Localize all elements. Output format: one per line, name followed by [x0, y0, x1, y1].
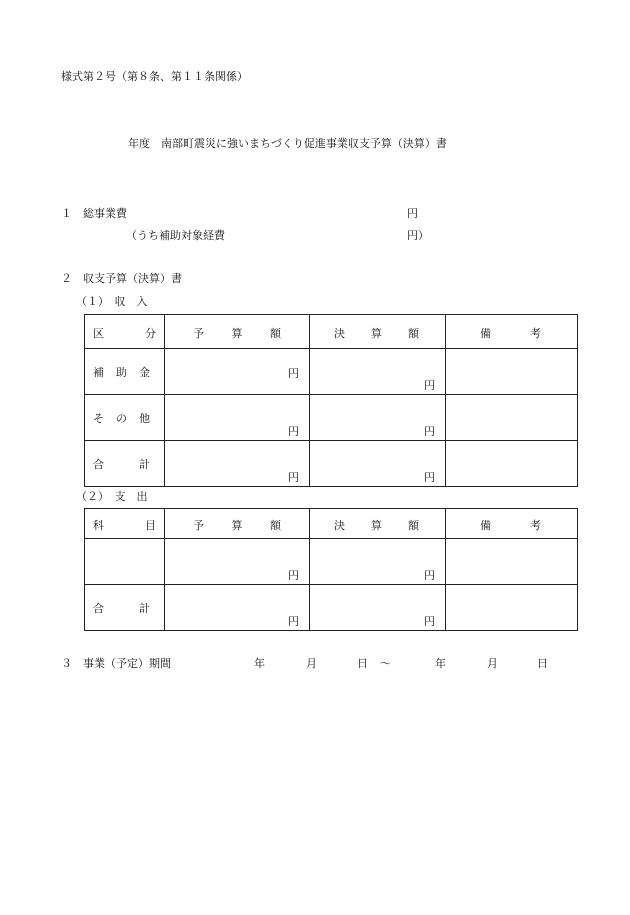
hdr-char: 備 — [480, 519, 491, 532]
yen-unit: 円 — [424, 615, 435, 628]
income-other-budget-cell[interactable] — [165, 395, 310, 441]
period-tilde: ～ — [380, 657, 391, 670]
hdr-char: 決 — [334, 519, 345, 532]
row-label: 合 計 — [93, 458, 150, 471]
expense-row-blank — [85, 539, 578, 585]
end-day-unit: 日 — [537, 657, 548, 670]
income-subsidy-remarks-cell[interactable] — [446, 349, 578, 395]
income-table — [84, 314, 578, 487]
row-label: 補 助 金 — [93, 366, 150, 379]
hdr-char: 区 — [93, 327, 104, 340]
expense-total-settle-cell[interactable] — [310, 585, 446, 631]
yen-unit: 円 — [288, 615, 299, 628]
yen-unit: 円 — [424, 379, 435, 392]
expense-row-total — [85, 585, 578, 631]
document-title: 年度 南部町震災に強いまちづくり促進事業収支予算（決算）書 — [128, 137, 447, 150]
income-row-subsidy — [85, 349, 578, 395]
total-cost-label: １ 総事業費 — [61, 207, 127, 220]
subsidy-cost-label: （うち補助対象経費 — [126, 229, 225, 242]
expense-total-budget-cell[interactable] — [165, 585, 310, 631]
income-total-remarks-cell[interactable] — [446, 441, 578, 487]
expense-blank-budget-cell[interactable] — [165, 539, 310, 585]
expense-total-remarks-cell[interactable] — [446, 585, 578, 631]
hdr-char: 決 — [334, 327, 345, 340]
hdr-char: 額 — [270, 519, 281, 532]
hdr-char: 分 — [145, 327, 156, 340]
hdr-char: 目 — [145, 519, 156, 532]
header-settlement — [310, 315, 446, 349]
income-total-settle-cell[interactable] — [310, 441, 446, 487]
expense-item-cell[interactable] — [85, 539, 165, 585]
income-row-total — [85, 441, 578, 487]
section2-label: ２ 収支予算（決算）書 — [61, 272, 182, 285]
yen-unit: 円 — [288, 367, 299, 380]
yen-unit: 円 — [288, 471, 299, 484]
hdr-char: 予 — [193, 519, 204, 532]
income-subsidy-budget-cell[interactable] — [165, 349, 310, 395]
income-other-settle-cell[interactable] — [310, 395, 446, 441]
header-budget — [165, 315, 310, 349]
header-category — [85, 315, 165, 349]
period-label: ３ 事業（予定）期間 — [61, 657, 171, 670]
hdr-char: 算 — [231, 327, 243, 340]
yen-unit: 円 — [288, 425, 299, 438]
row-label: 合 計 — [93, 602, 150, 615]
hdr-char: 額 — [408, 519, 419, 532]
row-label: そ の 他 — [93, 412, 150, 425]
header-remarks — [446, 315, 578, 349]
header-item — [85, 509, 165, 539]
hdr-char: 額 — [270, 327, 281, 340]
income-total-budget-cell[interactable] — [165, 441, 310, 487]
hdr-char: 科 — [93, 519, 104, 532]
expense-blank-remarks-cell[interactable] — [446, 539, 578, 585]
total-cost-yen: 円 — [407, 207, 418, 220]
hdr-char: 額 — [408, 327, 419, 340]
hdr-char: 備 — [480, 327, 491, 340]
hdr-char: 予 — [193, 327, 204, 340]
subsidy-cost-yen: 円） — [407, 229, 429, 242]
expense-table — [84, 508, 578, 631]
form-reference: 様式第２号（第８条、第１１条関係） — [61, 70, 248, 83]
header-settlement — [310, 509, 446, 539]
income-label: （１） 収 入 — [76, 295, 148, 308]
expense-blank-settle-cell[interactable] — [310, 539, 446, 585]
expense-label: （２） 支 出 — [76, 490, 148, 503]
header-remarks — [446, 509, 578, 539]
start-day-unit: 日 — [357, 657, 368, 670]
hdr-char: 算 — [371, 327, 382, 340]
end-year-unit: 年 — [435, 657, 446, 670]
income-subsidy-settle-cell[interactable] — [310, 349, 446, 395]
hdr-char: 算 — [371, 519, 382, 532]
income-other-remarks-cell[interactable] — [446, 395, 578, 441]
hdr-char: 考 — [530, 519, 541, 532]
hdr-char: 算 — [231, 519, 243, 532]
income-header-row — [85, 315, 578, 349]
yen-unit: 円 — [424, 569, 435, 582]
start-month-unit: 月 — [306, 657, 317, 670]
yen-unit: 円 — [424, 471, 435, 484]
expense-header-row — [85, 509, 578, 539]
yen-unit: 円 — [288, 569, 299, 582]
income-row-other — [85, 395, 578, 441]
header-budget — [165, 509, 310, 539]
hdr-char: 考 — [530, 327, 541, 340]
start-year-unit: 年 — [254, 657, 265, 670]
yen-unit: 円 — [424, 425, 435, 438]
end-month-unit: 月 — [487, 657, 498, 670]
